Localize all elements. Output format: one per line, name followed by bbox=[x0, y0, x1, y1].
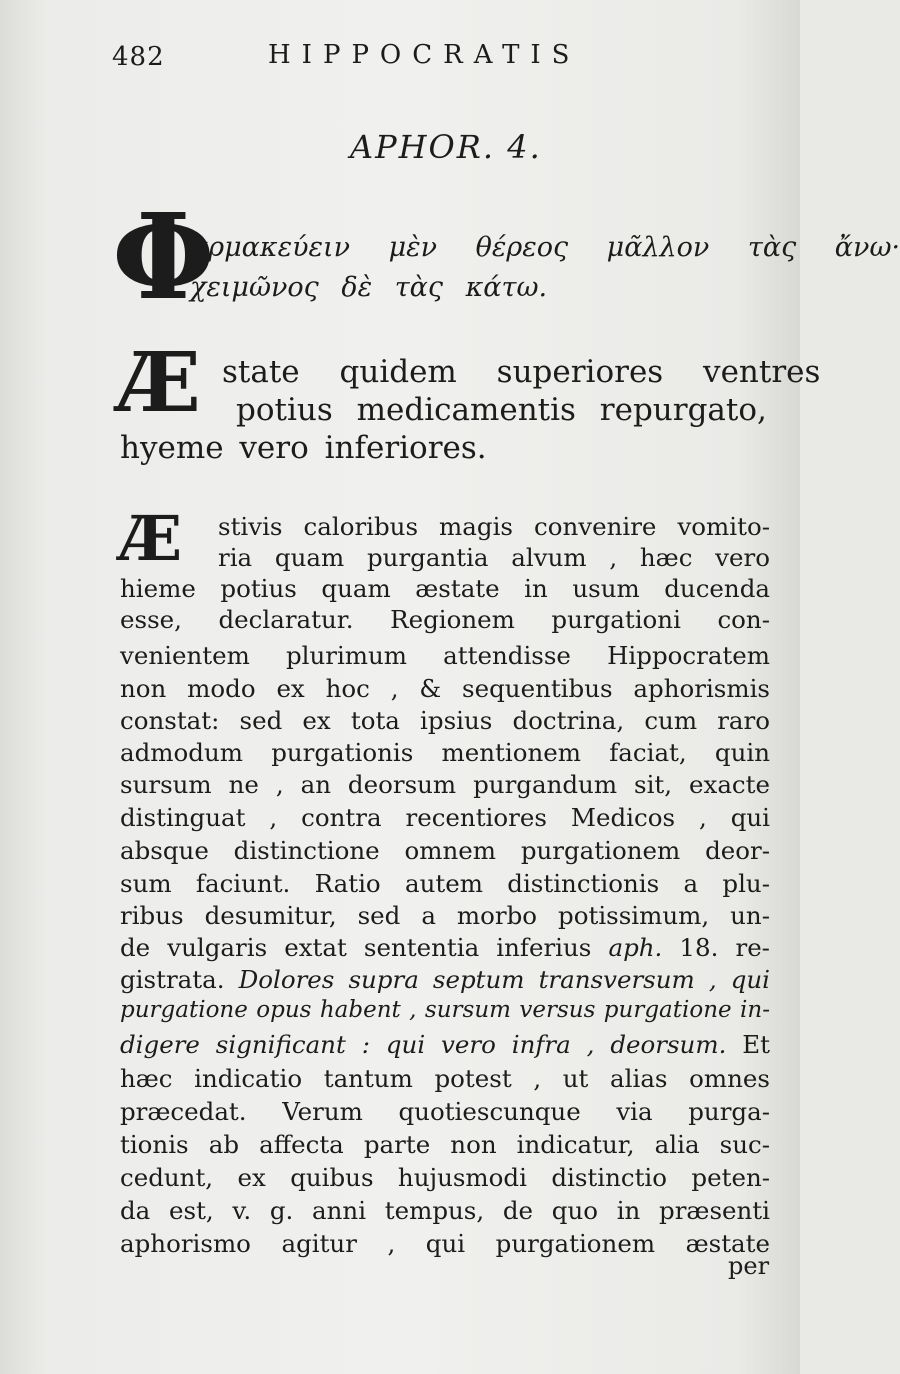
commentary-text: Et bbox=[742, 1030, 770, 1059]
commentary-line: aphorismo agitur , qui purgationem æstate bbox=[120, 1229, 770, 1258]
commentary-line: admodum purgationis mentionem faciat, quin bbox=[120, 738, 770, 767]
commentary-line: distinguat , contra recentiores Medicos , qui bbox=[120, 803, 770, 832]
commentary-line: non modo ex hoc , & sequentibus aphorismis bbox=[120, 674, 770, 703]
quoted-aphorism: digere significant : qui vero infra , deorsum. bbox=[120, 1030, 727, 1059]
latin-line-3: hyeme vero inferiores. bbox=[120, 430, 487, 466]
commentary-line: da est, v. g. anni tempus, de quo in præsenti bbox=[120, 1196, 770, 1225]
quoted-aphorism-line: purgatione opus habent , sursum versus purgatione in- bbox=[120, 997, 770, 1023]
commentary-drop-cap: Æ bbox=[118, 502, 183, 575]
commentary-line: ribus desumitur, sed a morbo potissimum, un- bbox=[120, 901, 770, 930]
commentary-line: cedunt, ex quibus hujusmodi distinctio peten- bbox=[120, 1163, 770, 1192]
commentary-line: sursum ne , an deorsum purgandum sit, exacte bbox=[120, 770, 770, 799]
catchword: per bbox=[728, 1252, 770, 1280]
latin-line-1: state quidem superiores ventres bbox=[222, 354, 821, 390]
aphorism-heading: APHOR. 4. bbox=[350, 128, 542, 166]
commentary-line: sum faciunt. Ratio autem distinctionis a plu- bbox=[120, 869, 770, 898]
commentary-line: hieme potius quam æstate in usum ducenda bbox=[120, 574, 770, 603]
commentary-line: esse, declaratur. Regionem purgationi con- bbox=[120, 605, 770, 634]
commentary-line bbox=[120, 933, 770, 962]
commentary-line: tionis ab affecta parte non indicatur, alia suc- bbox=[120, 1130, 770, 1159]
commentary-line: præcedat. Verum quotiescunque via purga- bbox=[120, 1097, 770, 1126]
commentary-text: 18. re- bbox=[679, 933, 770, 962]
commentary-line: absque distinctione omnem purgationem deor- bbox=[120, 836, 770, 865]
commentary-line: constat: sed ex tota ipsius doctrina, cum raro bbox=[120, 706, 770, 735]
commentary-line: venientem plurimum attendisse Hippocratem bbox=[120, 641, 770, 670]
commentary-line bbox=[120, 965, 770, 994]
commentary-line: ria quam purgantia alvum , hæc vero bbox=[218, 543, 770, 572]
running-title: HIPPOCRATIS bbox=[268, 40, 581, 70]
commentary-text: de vulgaris extat sententia inferius bbox=[120, 933, 592, 962]
page-number: 482 bbox=[112, 42, 165, 72]
commentary-line: stivis caloribus magis convenire vomito- bbox=[218, 512, 770, 541]
commentary-line bbox=[120, 1030, 770, 1059]
greek-line-1: αρμακεύειν μὲν θέρεος μᾶλλον τὰς ἄνω· bbox=[190, 232, 900, 263]
latin-line-2: potius medicamentis repurgato, bbox=[236, 392, 767, 428]
latin-drop-cap: Æ bbox=[116, 335, 201, 431]
aphorism-reference: aph. bbox=[608, 933, 663, 962]
commentary-text: gistrata. bbox=[120, 965, 225, 994]
commentary-line: hæc indicatio tantum potest , ut alias omnes bbox=[120, 1064, 770, 1093]
greek-line-2: χειμῶνος δὲ τὰς κάτω. bbox=[190, 272, 548, 303]
quoted-aphorism: Dolores supra septum transversum , qui bbox=[238, 965, 770, 994]
greek-drop-cap: Φ bbox=[112, 187, 215, 326]
